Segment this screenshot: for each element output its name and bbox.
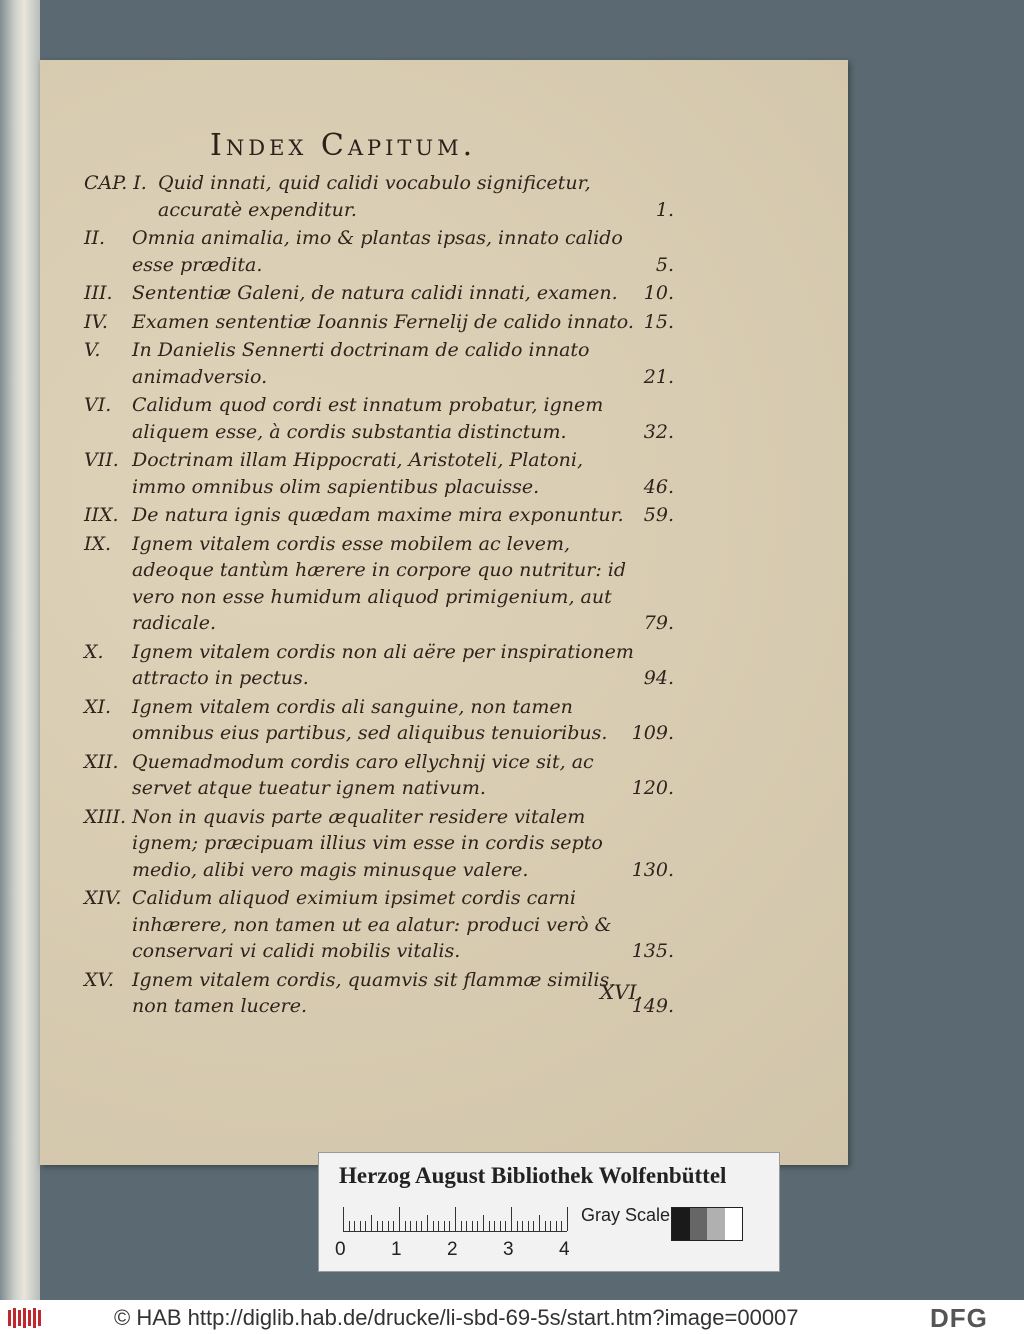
page-number: 21.: [643, 365, 674, 388]
page-number: 135.: [631, 940, 674, 962]
toc-entry: [84, 447, 674, 500]
toc-entry: [84, 225, 674, 278]
page-number: 10.: [643, 282, 674, 304]
chapter-title: Sententiæ Galeni, de natura calidi innati, examen.: [132, 282, 618, 304]
chapter-number: CAP. I.: [84, 172, 147, 194]
ruler: [343, 1205, 567, 1232]
footer-bar: [0, 1300, 1024, 1334]
catchword: XVI.: [600, 980, 643, 1004]
ruler-tick: [528, 1221, 529, 1231]
chapter-number: XI.: [84, 695, 112, 718]
chapter-number: VII.: [84, 449, 119, 471]
ruler-tick: [461, 1221, 462, 1231]
toc-entry: [84, 280, 674, 307]
chapter-number: XIII.: [84, 805, 127, 828]
toc-entry: [84, 502, 674, 529]
ruler-tick: [416, 1221, 417, 1231]
ruler-tick: [382, 1221, 383, 1231]
ruler-tick: [354, 1221, 355, 1231]
page-number: 79.: [643, 612, 674, 634]
page-number: 94.: [643, 667, 674, 689]
page-number: 5.: [655, 253, 674, 276]
ruler-tick: [421, 1221, 422, 1231]
ruler-tick: [349, 1221, 350, 1231]
gray-swatch: [725, 1208, 743, 1240]
ruler-tick: [399, 1207, 400, 1231]
chapter-title: De natura ignis quædam maxime mira exponuntur.: [132, 504, 624, 526]
chapter-title: In Danielis Sennerti doctrinam de calido innato animadversio.: [132, 339, 590, 388]
ruler-tick: [500, 1221, 501, 1231]
ruler-tick: [477, 1221, 478, 1231]
chapter-title: Quemadmodum cordis caro ellychnij vice sit, ac servet atque tueatur ignem nativum.: [132, 750, 594, 799]
toc-entry: [84, 749, 674, 802]
ruler-tick: [489, 1221, 490, 1231]
ruler-tick: [494, 1221, 495, 1231]
ruler-tick: [343, 1207, 344, 1231]
ruler-tick: [505, 1221, 506, 1231]
ruler-tick: [444, 1221, 445, 1231]
chapter-title: Calidum quod cordi est innatum probatur, ignem aliquem esse, à cordis substantia distinctum.: [132, 394, 604, 443]
toc-entry: [84, 967, 674, 1020]
chapter-number: XIV.: [84, 887, 122, 909]
page-number: 149.: [631, 995, 674, 1017]
toc-entry: [84, 694, 674, 747]
ruler-tick: [371, 1215, 372, 1231]
color-scale-card: [318, 1152, 780, 1272]
ruler-tick: [466, 1221, 467, 1231]
dfg-logo: DFG: [930, 1303, 988, 1333]
ruler-tick: [533, 1221, 534, 1231]
toc-entry: [84, 639, 674, 692]
ruler-tick: [360, 1221, 361, 1231]
ruler-tick: [561, 1221, 562, 1231]
chapter-title: Ignem vitalem cordis esse mobilem ac levem, adeoque tantùm hærere in corpore quo nutritur: id vero non esse humidum aliquod primigenium, aut radicale.: [132, 532, 627, 634]
ruler-tick: [365, 1221, 366, 1231]
ruler-tick: [472, 1221, 473, 1231]
chapter-title: Doctrinam illam Hippocrati, Aristoteli, Platoni, immo omnibus olim sapientibus placuisse.: [132, 449, 584, 498]
ruler-tick: [438, 1221, 439, 1231]
chapter-title: Ignem vitalem cordis non ali aëre per inspirationem attracto in pectus.: [132, 640, 634, 689]
toc-entry: [84, 804, 674, 884]
chapter-number: V.: [84, 339, 101, 361]
chapter-number: II.: [84, 227, 106, 249]
gray-swatch: [707, 1208, 725, 1240]
ruler-tick: [556, 1221, 557, 1231]
gray-swatch: [672, 1208, 690, 1240]
ruler-tick: [567, 1207, 568, 1231]
chapter-title: Ignem vitalem cordis, quamvis sit flammæ similis, non tamen lucere.: [132, 968, 616, 1017]
chapter-title: Quid innati, quid calidi vocabulo significetur, accuratè expenditur.: [158, 172, 591, 221]
page-number: 120.: [631, 777, 674, 799]
book-binding-edge: [0, 0, 40, 1300]
toc-entry: [84, 337, 674, 390]
gray-scale-label: Gray Scale: [581, 1205, 671, 1225]
toc-entry: [84, 392, 674, 445]
ruler-label: 1: [391, 1239, 402, 1260]
page-number: 15.: [643, 310, 674, 333]
page-number: 1.: [655, 198, 674, 221]
chapter-number: VI.: [84, 394, 112, 416]
chapter-title: Ignem vitalem cordis ali sanguine, non tamen omnibus eius partibus, sed aliquibus tenuioribus.: [132, 695, 608, 744]
ruler-label: 3: [503, 1239, 514, 1260]
chapter-number: IIX.: [84, 504, 119, 526]
chapter-number: X.: [84, 640, 104, 663]
gray-scale-swatches: [671, 1207, 743, 1241]
toc-entry: [84, 170, 674, 223]
chapter-title: Examen sententiæ Ioannis Fernelij de calido innato.: [132, 310, 634, 333]
ruler-tick: [550, 1221, 551, 1231]
chapter-number: XV.: [84, 968, 114, 991]
page-number: 109.: [631, 722, 674, 744]
page-number: 59.: [643, 504, 674, 526]
ruler-tick: [539, 1215, 540, 1231]
gray-swatch: [690, 1208, 708, 1240]
page-title: Index Capitum.: [210, 128, 477, 163]
page-number: 130.: [631, 858, 674, 881]
ruler-tick: [427, 1215, 428, 1231]
hab-logo-icon: [6, 1306, 46, 1330]
ruler-tick: [522, 1221, 523, 1231]
ruler-tick: [455, 1207, 456, 1231]
ruler-tick: [517, 1221, 518, 1231]
chapter-title: Omnia animalia, imo & plantas ipsas, innato calido esse prædita.: [132, 227, 623, 276]
table-of-contents: [84, 170, 674, 1022]
toc-entry: [84, 531, 674, 637]
chapter-number: IV.: [84, 310, 108, 333]
ruler-tick: [388, 1221, 389, 1231]
page-number: 46.: [643, 475, 674, 498]
ruler-label: 0: [335, 1239, 346, 1260]
ruler-label: 2: [447, 1239, 458, 1260]
ruler-tick: [483, 1215, 484, 1231]
ruler-tick: [377, 1221, 378, 1231]
chapter-title: Calidum aliquod eximium ipsimet cordis carni inhærere, non tamen ut ea alatur: produci verò & conservari vi calidi mobilis vitalis.: [132, 887, 612, 962]
toc-entry: [84, 309, 674, 336]
chapter-number: III.: [84, 282, 113, 304]
ruler-tick: [433, 1221, 434, 1231]
ruler-tick: [449, 1221, 450, 1231]
ruler-tick: [405, 1221, 406, 1231]
chapter-number: XII.: [84, 750, 119, 773]
library-name: Herzog August Bibliothek Wolfenbüttel: [339, 1163, 727, 1188]
chapter-title: Non in quavis parte æqualiter residere vitalem ignem; præcipuam illius vim esse in cordis septo medio, alibi vero magis minusque valere.: [132, 805, 603, 881]
ruler-tick: [393, 1221, 394, 1231]
toc-entry: [84, 885, 674, 965]
copyright-url: © HAB http://diglib.hab.de/drucke/li-sbd-69-5s/start.htm?image=00007: [114, 1305, 799, 1330]
ruler-tick: [410, 1221, 411, 1231]
page-number: 32.: [643, 420, 674, 443]
chapter-number: IX.: [84, 532, 112, 555]
ruler-label: 4: [559, 1239, 570, 1260]
document-page: [40, 60, 848, 1165]
ruler-tick: [545, 1221, 546, 1231]
ruler-tick: [511, 1207, 512, 1231]
